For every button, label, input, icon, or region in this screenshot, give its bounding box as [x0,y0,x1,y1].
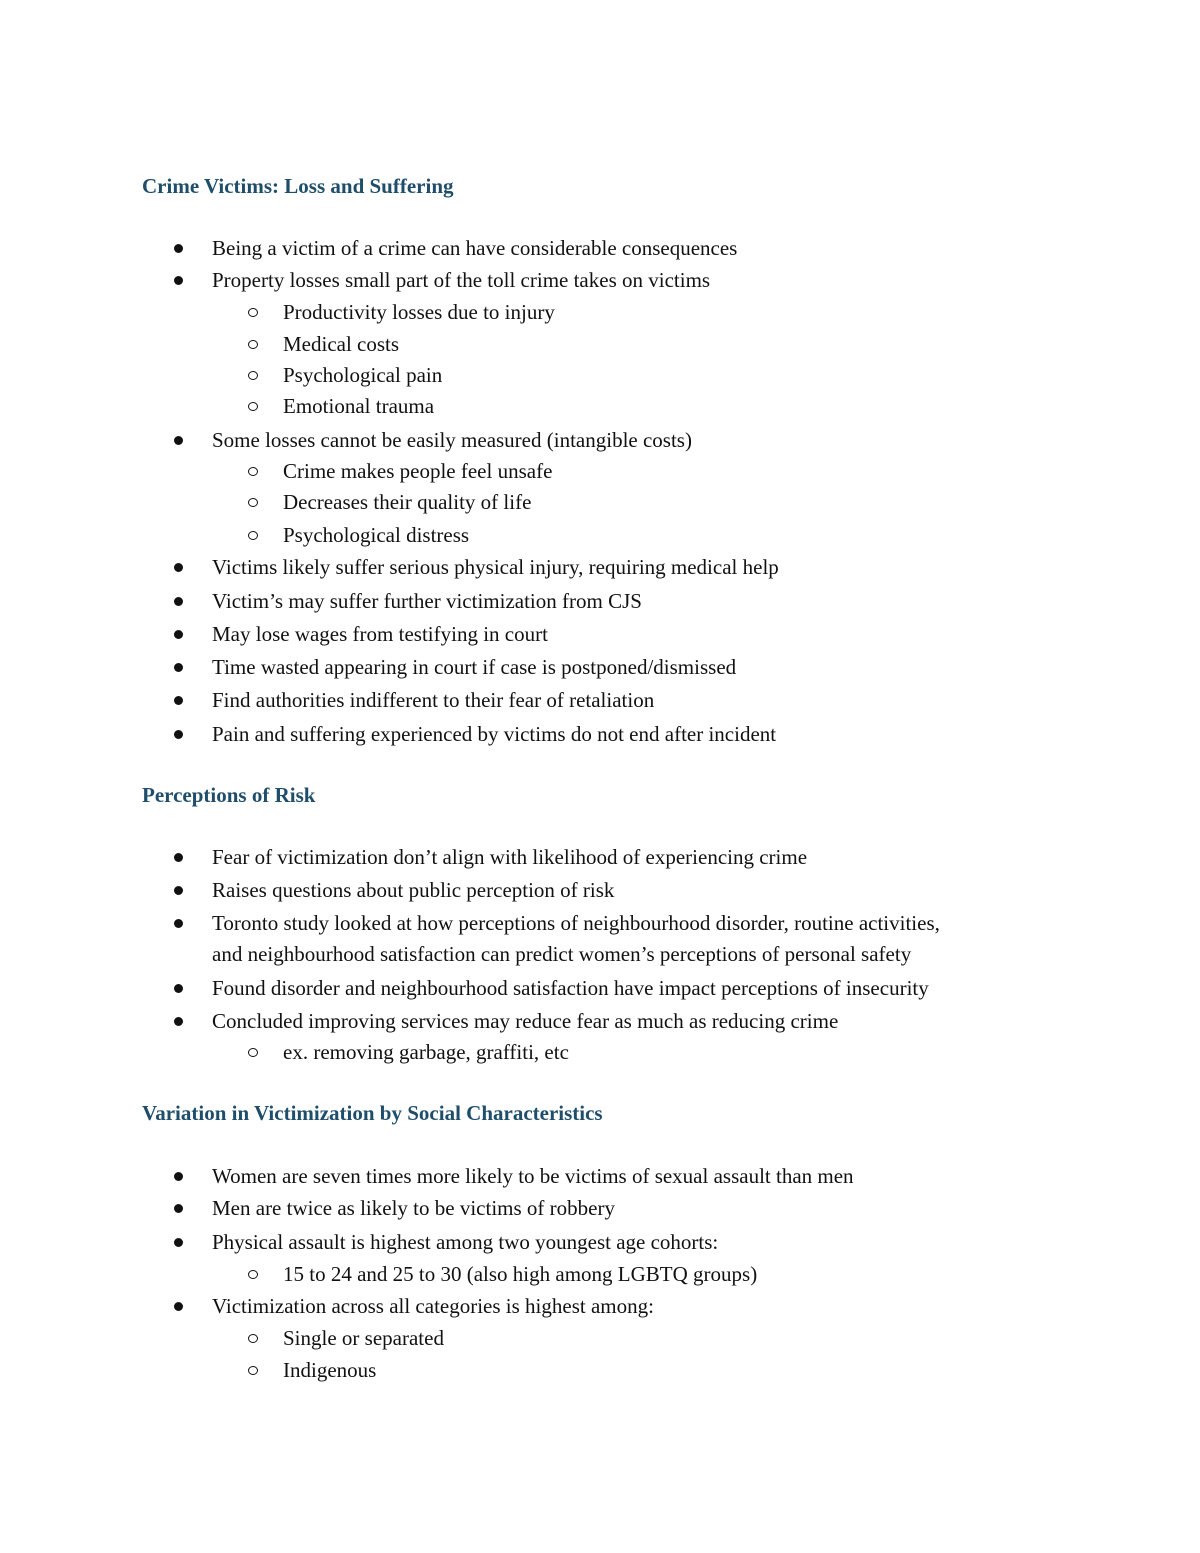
bullet-item: Property losses small part of the toll crime takes on victims [212,268,710,292]
bullet-marker [174,976,198,1000]
bullet-item: Some losses cannot be easily measured (intangible costs) [212,428,692,452]
sub-bullet-marker [248,1358,272,1382]
bullet-item: Pain and suffering experienced by victims do not end after incident [212,722,776,746]
bullet-item: Women are seven times more likely to be victims of sexual assault than men [212,1164,854,1188]
sub-bullet-item: Indigenous [283,1358,376,1382]
bullet-marker [174,1196,198,1220]
sub-bullet-item: Psychological distress [283,523,469,547]
sub-bullet-item: Emotional trauma [283,394,434,418]
bullet-marker [174,688,198,712]
bullet-item: Victim’s may suffer further victimization from CJS [212,589,642,613]
section-heading-perceptions-of-risk: Perceptions of Risk [142,783,316,807]
sub-bullet-marker [248,363,272,387]
bullet-marker [174,1009,198,1033]
section-heading-crime-victims: Crime Victims: Loss and Suffering [142,174,454,198]
bullet-item: Concluded improving services may reduce fear as much as reducing crime [212,1009,838,1033]
sub-bullet-marker [248,1326,272,1350]
sub-bullet-item: Medical costs [283,332,399,356]
bullet-item: Time wasted appearing in court if case is postponed/dismissed [212,655,736,679]
sub-bullet-marker [248,1262,272,1286]
bullet-marker [174,268,198,292]
bullet-item: Being a victim of a crime can have considerable consequences [212,236,737,260]
sub-bullet-item: Productivity losses due to injury [283,300,555,324]
sub-bullet-marker [248,490,272,514]
sub-bullet-marker [248,523,272,547]
bullet-marker [174,1164,198,1188]
bullet-marker [174,236,198,260]
bullet-marker [174,589,198,613]
bullet-item: Raises questions about public perception of risk [212,878,614,902]
sub-bullet-marker [248,300,272,324]
sub-bullet-item: ex. removing garbage, graffiti, etc [283,1040,569,1064]
bullet-marker [174,555,198,579]
bullet-marker [174,722,198,746]
bullet-item: Men are twice as likely to be victims of robbery [212,1196,615,1220]
bullet-marker [174,1294,198,1318]
bullet-item: Fear of victimization don’t align with likelihood of experiencing crime [212,845,807,869]
bullet-item: Found disorder and neighbourhood satisfaction have impact perceptions of insecurity [212,976,929,1000]
sub-bullet-item: Psychological pain [283,363,442,387]
bullet-continuation-line: and neighbourhood satisfaction can predict women’s perceptions of personal safety [212,942,912,966]
bullet-item: Physical assault is highest among two youngest age cohorts: [212,1230,718,1254]
sub-bullet-marker [248,1040,272,1064]
sub-bullet-item: Single or separated [283,1326,444,1350]
section-heading-variation-in-victimization: Variation in Victimization by Social Characteristics [142,1101,603,1125]
bullet-item: May lose wages from testifying in court [212,622,548,646]
sub-bullet-item: Decreases their quality of life [283,490,531,514]
bullet-marker [174,622,198,646]
bullet-marker [174,428,198,452]
bullet-marker [174,878,198,902]
sub-bullet-marker [248,459,272,483]
bullet-marker [174,911,198,935]
sub-bullet-marker [248,394,272,418]
bullet-item: Victims likely suffer serious physical injury, requiring medical help [212,555,779,579]
bullet-marker [174,655,198,679]
bullet-marker [174,1230,198,1254]
bullet-item: Victimization across all categories is highest among: [212,1294,654,1318]
sub-bullet-item: 15 to 24 and 25 to 30 (also high among LGBTQ groups) [283,1262,757,1286]
bullet-item: Find authorities indifferent to their fear of retaliation [212,688,654,712]
bullet-item: Toronto study looked at how perceptions of neighbourhood disorder, routine activities, [212,911,940,935]
sub-bullet-item: Crime makes people feel unsafe [283,459,552,483]
bullet-marker [174,845,198,869]
sub-bullet-marker [248,332,272,356]
